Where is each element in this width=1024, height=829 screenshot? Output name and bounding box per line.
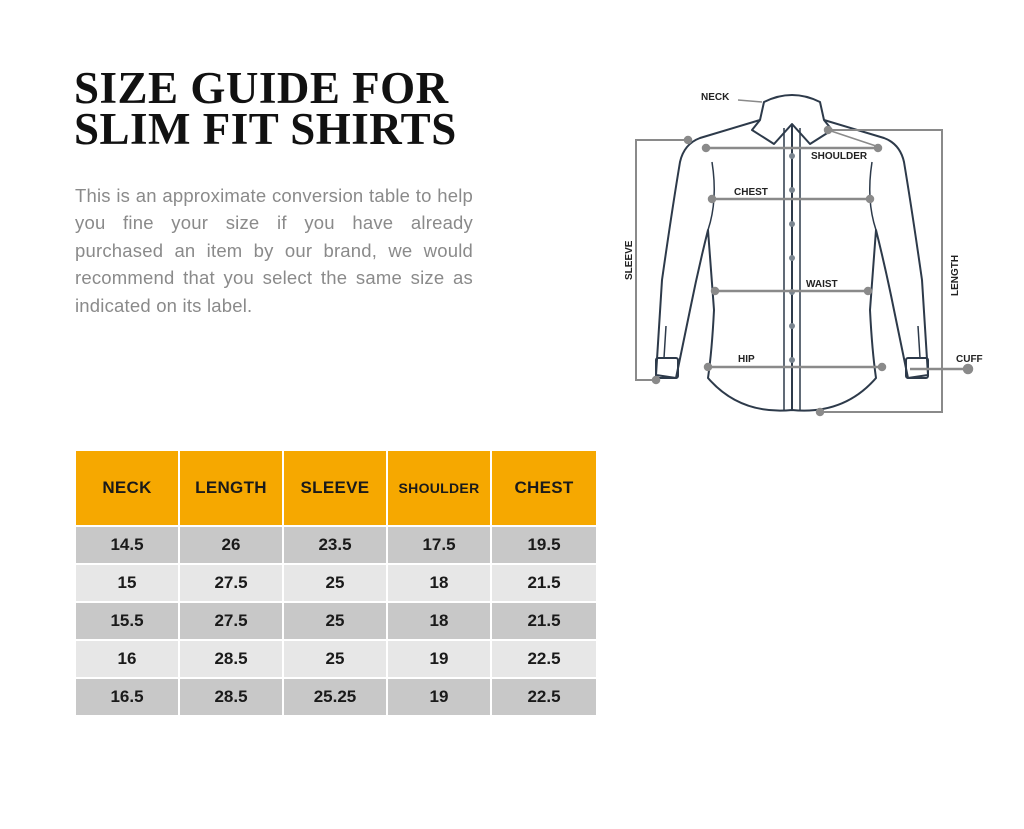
cell-neck: 14.5	[75, 526, 179, 564]
label-hip: HIP	[738, 354, 755, 365]
cell-sleeve: 23.5	[283, 526, 387, 564]
label-waist: WAIST	[806, 279, 838, 290]
label-cuff: CUFF	[956, 354, 983, 365]
cell-chest: 21.5	[491, 602, 597, 640]
table-row	[75, 602, 597, 640]
size-table	[74, 449, 598, 717]
label-chest: CHEST	[734, 187, 768, 198]
cell-chest: 22.5	[491, 640, 597, 678]
cell-chest: 22.5	[491, 678, 597, 716]
cell-length: 26	[179, 526, 283, 564]
cell-chest: 19.5	[491, 526, 597, 564]
cell-sleeve: 25	[283, 564, 387, 602]
shirt-illustration	[656, 95, 928, 411]
cell-neck: 15	[75, 564, 179, 602]
table-row	[75, 640, 597, 678]
cell-neck: 15.5	[75, 602, 179, 640]
page-title	[74, 63, 457, 154]
cell-neck: 16	[75, 640, 179, 678]
shirt-measurement-diagram	[600, 80, 1000, 420]
label-sleeve: SLEEVE	[624, 240, 635, 280]
label-length: LENGTH	[950, 254, 961, 296]
cell-length: 27.5	[179, 564, 283, 602]
table-row	[75, 526, 597, 564]
cell-shoulder: 19	[387, 678, 491, 716]
cell-shoulder: 18	[387, 602, 491, 640]
page-title-line-1: SIZE GUIDE FOR	[74, 63, 449, 113]
header-chest: CHEST	[491, 450, 597, 526]
cell-sleeve: 25.25	[283, 678, 387, 716]
header-neck: NECK	[75, 450, 179, 526]
cell-sleeve: 25	[283, 640, 387, 678]
cell-length: 28.5	[179, 678, 283, 716]
header-sleeve: SLEEVE	[283, 450, 387, 526]
page-title-line-2: SLIM FIT SHIRTS	[74, 104, 457, 154]
intro-paragraph: This is an approximate conversion table to help you fine your size if you have already purchased an item by our brand, we would recommend that you select the same size as indicated on its label.	[75, 185, 473, 316]
cell-shoulder: 19	[387, 640, 491, 678]
cell-length: 28.5	[179, 640, 283, 678]
cell-length: 27.5	[179, 602, 283, 640]
label-shoulder: SHOULDER	[811, 151, 868, 162]
cell-shoulder: 17.5	[387, 526, 491, 564]
cell-chest: 21.5	[491, 564, 597, 602]
cell-sleeve: 25	[283, 602, 387, 640]
label-neck: NECK	[701, 92, 730, 103]
cell-neck: 16.5	[75, 678, 179, 716]
cell-shoulder: 18	[387, 564, 491, 602]
table-row	[75, 678, 597, 716]
table-row	[75, 564, 597, 602]
header-length: LENGTH	[179, 450, 283, 526]
header-shoulder: SHOULDER	[387, 450, 491, 526]
sleeve-bracket	[636, 140, 688, 380]
size-table-header-row	[75, 450, 597, 526]
